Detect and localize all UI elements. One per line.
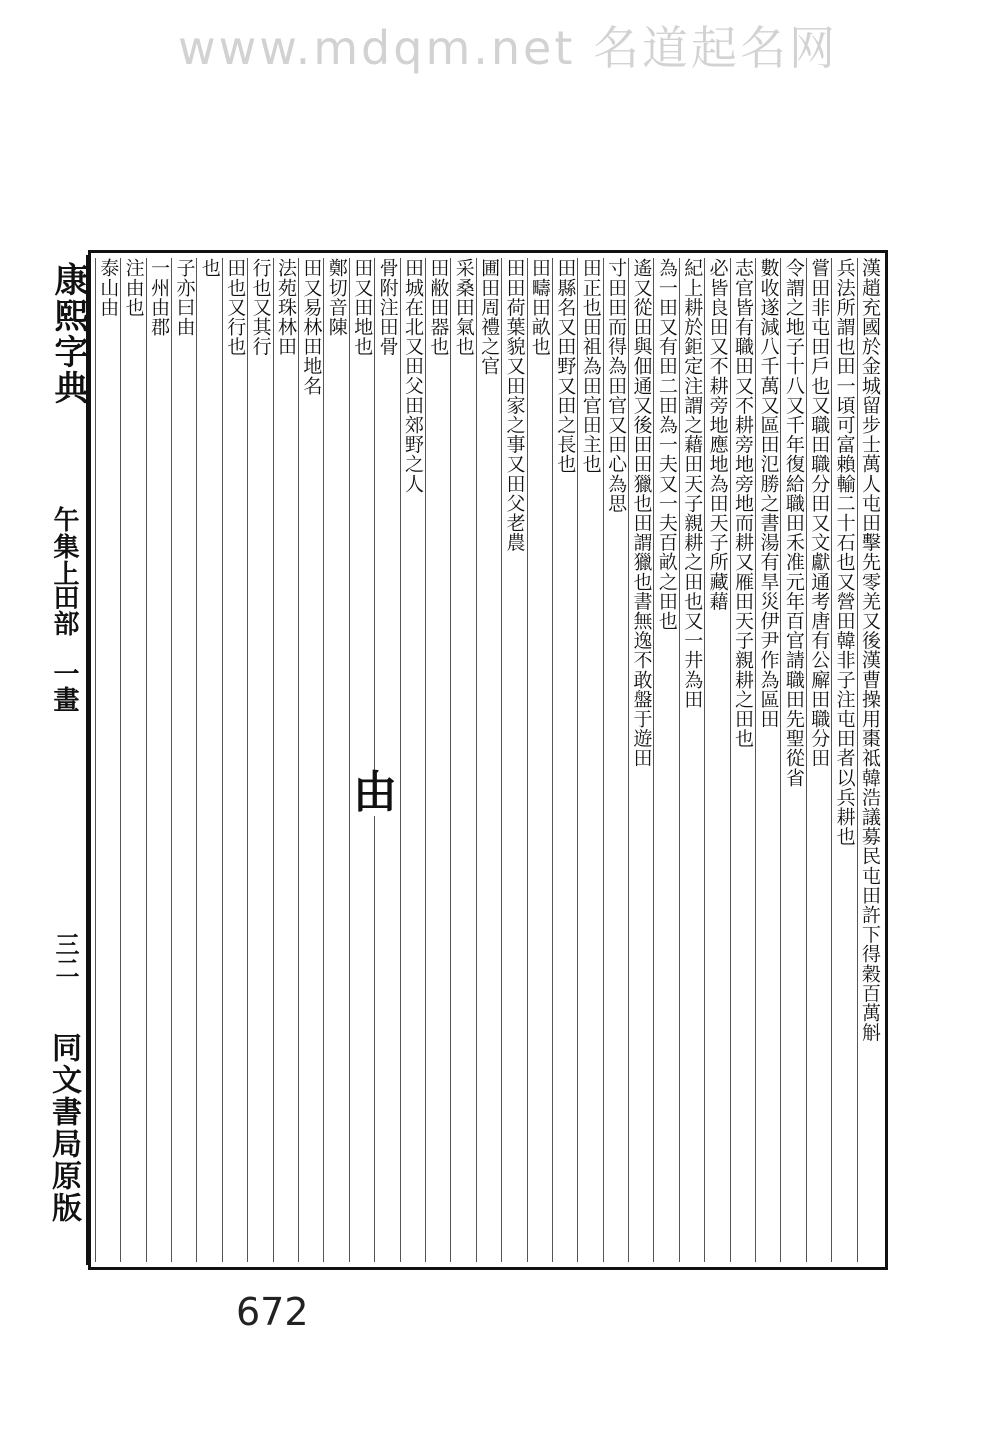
text-column: 也 <box>196 258 221 1262</box>
text-column: 田也又行也 <box>222 258 247 1262</box>
text-column: 兵法所謂也田一頃可富賴輸二十石也又營田韓非子注屯田者以兵耕也 <box>831 258 856 1262</box>
dictionary-text-body <box>94 258 882 1262</box>
text-column: 令謂之地子十八又千年復給職田禾准元年百官請職田先聖從省 <box>780 258 805 1262</box>
watermark-text: www.mdqm.net 名道起名网 <box>177 21 839 75</box>
text-column: 子亦曰由 <box>171 258 196 1262</box>
text-column: 田疇田畝也 <box>527 258 552 1262</box>
publisher-label: 同文書局原版 <box>46 1032 81 1224</box>
text-column: 志官皆有職田又不耕旁地旁地而耕又雁田天子親耕之田也 <box>730 258 755 1262</box>
text-column: 田又田地也 <box>349 258 374 1262</box>
volume-label: 午集上 <box>49 506 79 587</box>
radical-section-label: 田部 <box>49 584 79 636</box>
text-column: 行也又其行 <box>247 258 272 1262</box>
text-column: 田縣名又田野又田之長也 <box>552 258 577 1262</box>
text-column: 必皆良田又不耕旁地應地為田天子所藏藉 <box>704 258 729 1262</box>
text-column: 田田荷葉貌又田家之事又田父老農 <box>501 258 526 1262</box>
text-column: 法苑珠林田 <box>273 258 298 1262</box>
page-number: 672 <box>236 1290 309 1334</box>
text-column: 骨附注田骨 <box>374 258 399 1262</box>
text-column: 鄭切音陳 <box>323 258 348 1262</box>
text-column: 田又易林田地名 <box>298 258 323 1262</box>
text-column: 采桑田氣也 <box>450 258 475 1262</box>
text-column: 嘗田非屯田戶也又職田職分田又文獻通考唐有公廨田職分田 <box>806 258 831 1262</box>
stroke-count-label: 一畫 <box>49 660 79 712</box>
book-title: 康熙字典 <box>48 262 88 406</box>
text-column: 注由也 <box>120 258 145 1262</box>
text-column: 漢趙充國於金城留步士萬人屯田擊先零羌又後漢曹操用棗祗韓浩議募民屯田許下得穀百萬斛 <box>857 258 882 1262</box>
text-column: 田城在北又田父田郊野之人 <box>400 258 425 1262</box>
entry-headword: 由 <box>353 767 397 818</box>
text-column: 田敝田器也 <box>425 258 450 1262</box>
text-column: 寸田田而得為田官又田心為思 <box>603 258 628 1262</box>
text-column: 數收遂減八千萬又區田氾勝之書湯有旱災伊尹作為區田 <box>755 258 780 1262</box>
text-column: 圃田周禮之官 <box>476 258 501 1262</box>
text-column: 紀上耕於鉅定注謂之藉田天子親耕之田也又一井為田 <box>679 258 704 1262</box>
text-column: 遙又從田與佃通又後田田獵也田謂獵也書無逸不敢盤于遊田 <box>628 258 653 1262</box>
text-column: 為一田又有田二田為一夫又一夫百畝之田也 <box>653 258 678 1262</box>
text-column: 泰山由 <box>95 258 120 1262</box>
text-column: 一州由郡 <box>146 258 171 1262</box>
text-column: 田正也田祖為田官田主也 <box>577 258 602 1262</box>
folio-number: 三二 <box>51 932 80 980</box>
